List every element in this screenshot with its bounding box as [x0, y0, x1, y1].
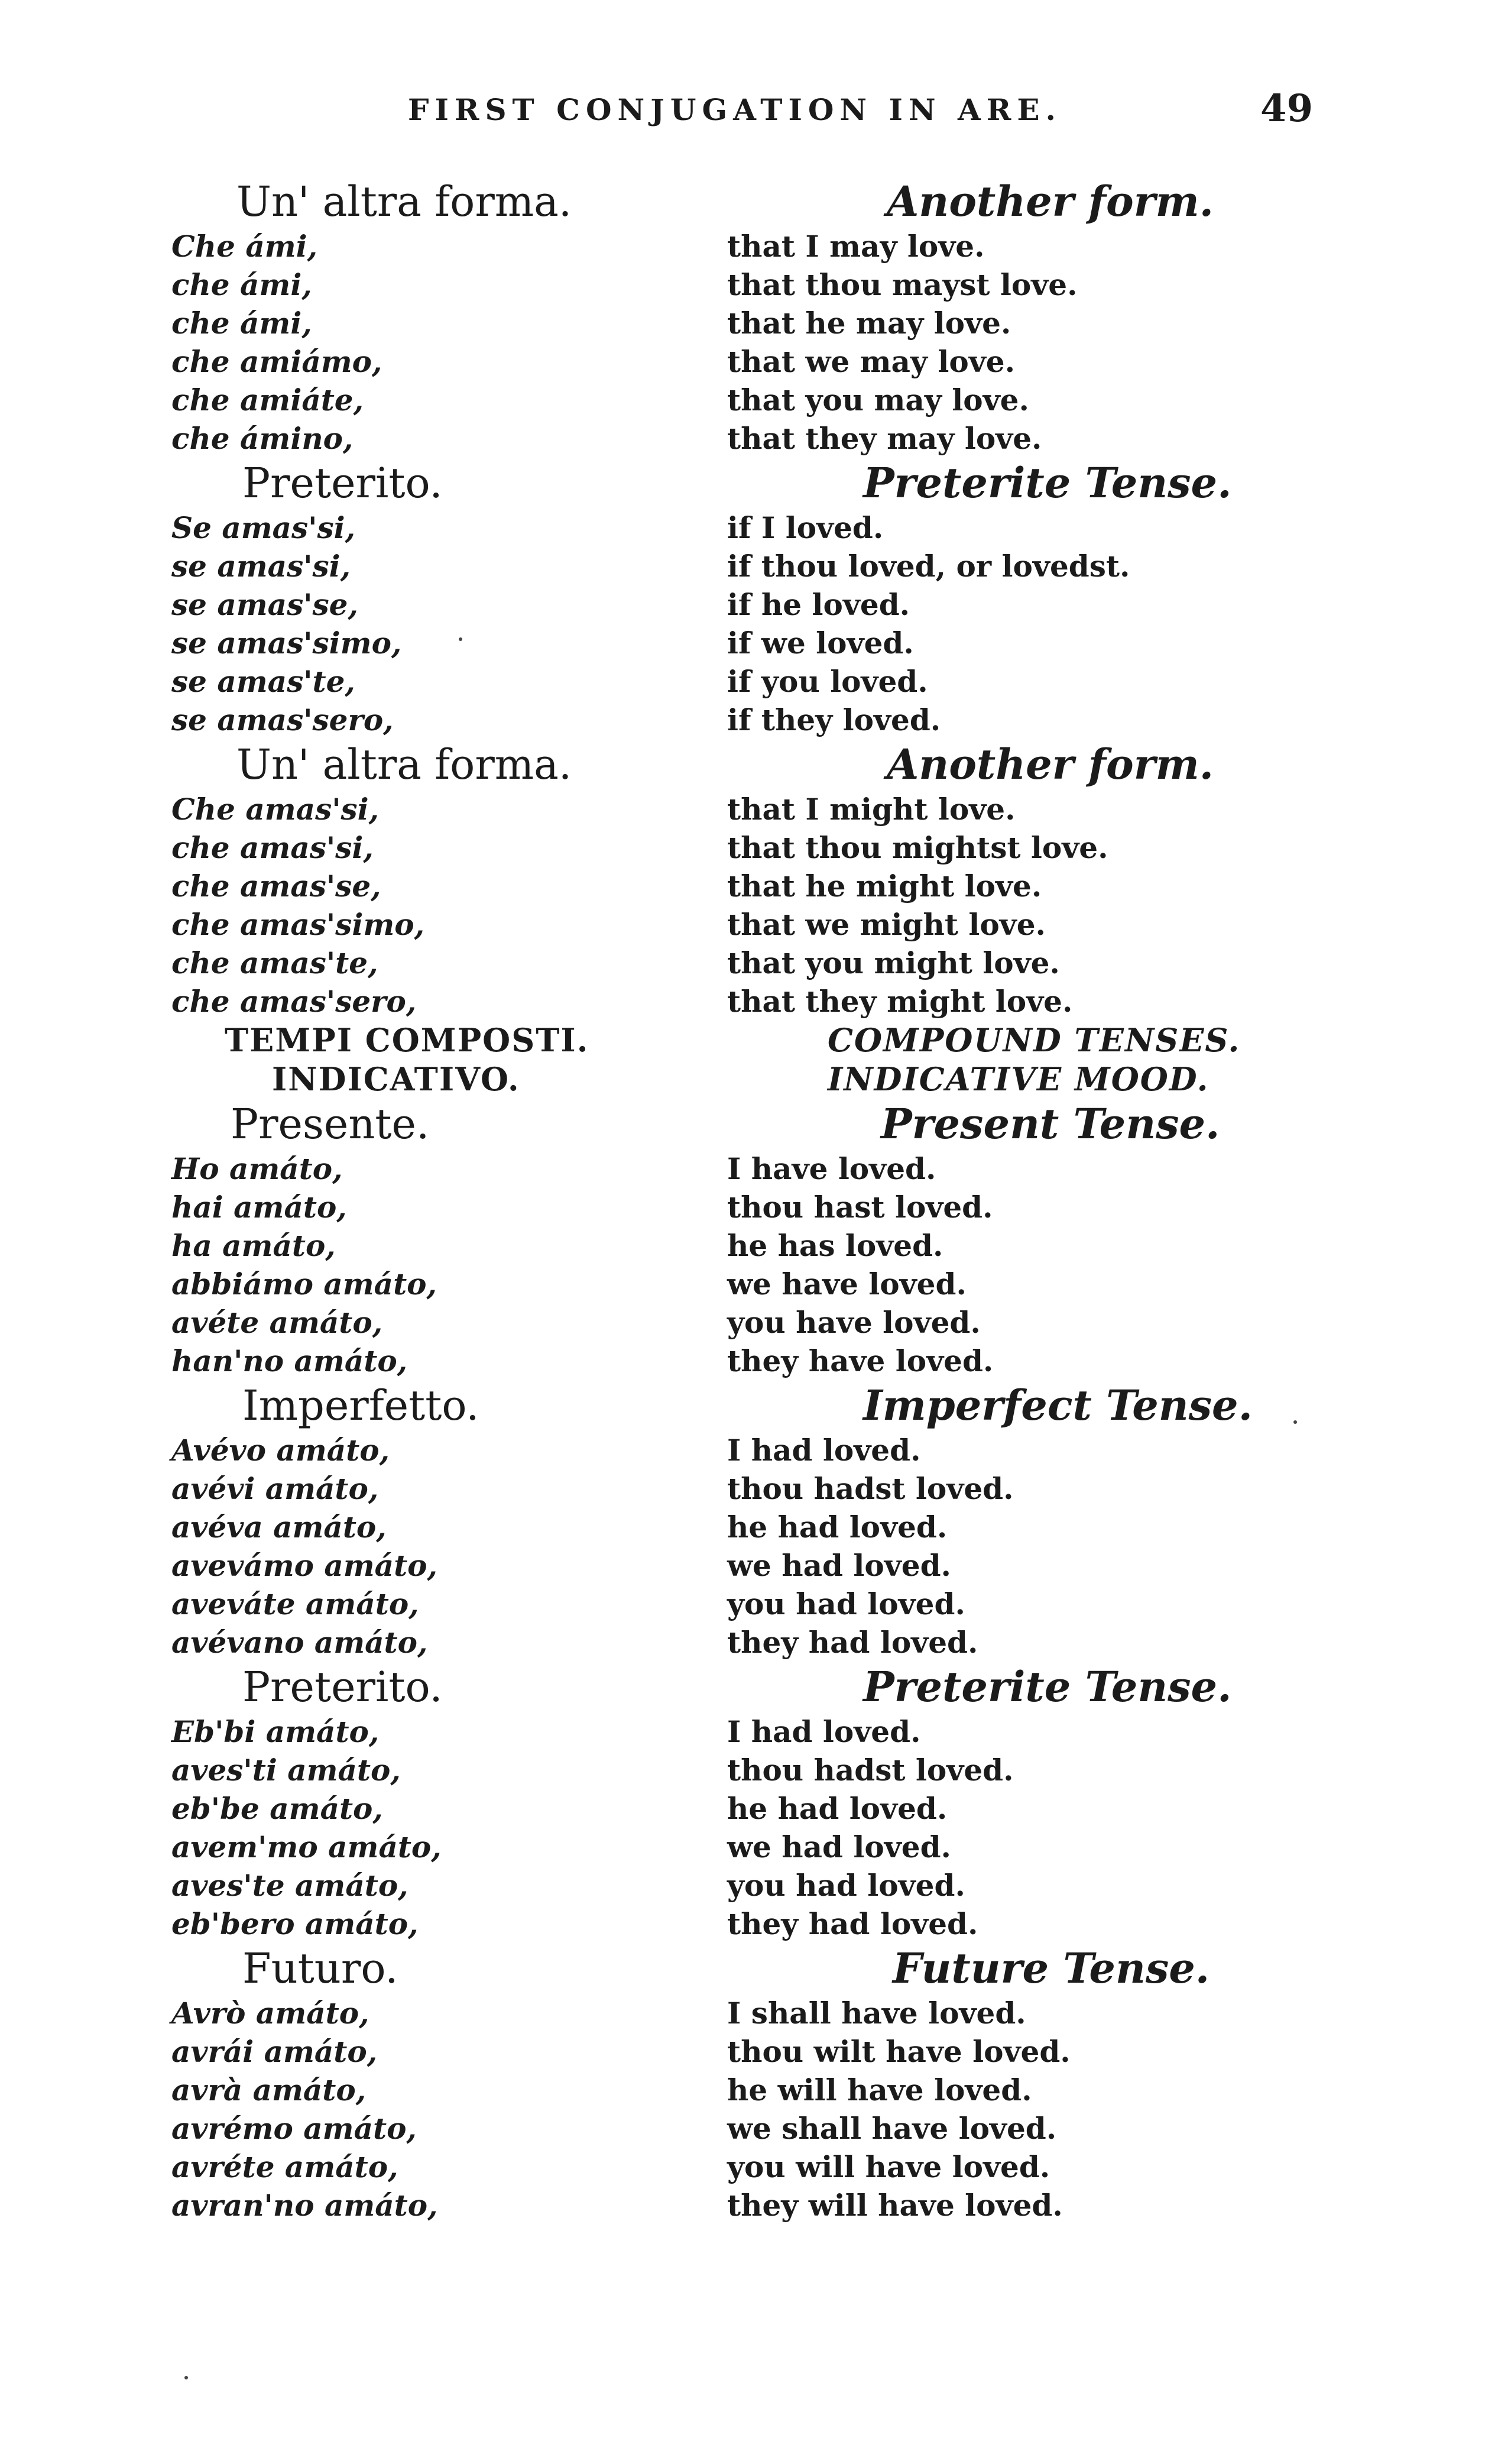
italian-verb-form: avrà amáto,: [171, 2073, 367, 2107]
italian-verb-form: eb'be amáto,: [171, 1791, 383, 1826]
english-verb-form: we have loved.: [727, 1267, 967, 1301]
tense-heading: Imperfect Tense.: [863, 1381, 1253, 1430]
english-section: [727, 1943, 1318, 2225]
italian-section: [171, 176, 703, 458]
italian-verb-form: che amas'si,: [171, 830, 374, 865]
tense-heading: Un' altra forma.: [236, 177, 572, 226]
italian-verb-form: che ámi,: [171, 267, 312, 302]
italian-verb-form: Avévo amáto,: [171, 1433, 390, 1468]
italian-verb-form: avéva amáto,: [171, 1510, 387, 1545]
english-verb-form: you have loved.: [727, 1305, 981, 1340]
print-speck: [184, 2376, 188, 2379]
english-verb-form: thou hadst loved.: [727, 1753, 1014, 1788]
italian-verb-form: avévi amáto,: [171, 1471, 379, 1506]
italian-verb-form: che amas'simo,: [171, 907, 424, 942]
english-verb-form: they have loved.: [727, 1343, 994, 1378]
italian-verb-form: ha amáto,: [171, 1228, 336, 1263]
english-section: [727, 458, 1318, 739]
english-verb-form: that I might love.: [727, 792, 1016, 827]
english-verb-form: that you may love.: [727, 383, 1029, 417]
tense-group-heading: TEMPI COMPOSTI.: [225, 1021, 589, 1059]
english-section: [727, 1380, 1318, 1662]
tense-heading: Imperfetto.: [242, 1381, 479, 1430]
tense-heading: Preterite Tense.: [863, 458, 1232, 507]
italian-verb-form: avéte amáto,: [171, 1305, 383, 1340]
english-verb-form: that thou mayst love.: [727, 267, 1078, 302]
italian-verb-form: Se amas'si,: [171, 510, 356, 545]
english-verb-form: they will have loved.: [727, 2188, 1063, 2223]
tense-heading: Another form.: [887, 740, 1214, 789]
english-verb-form: he has loved.: [727, 1228, 943, 1263]
english-verb-form: if you loved.: [727, 664, 928, 699]
english-verb-form: if he loved.: [727, 587, 910, 622]
english-verb-form: you had loved.: [727, 1868, 965, 1903]
english-section: [727, 176, 1318, 458]
english-verb-form: we had loved.: [727, 1548, 951, 1583]
tense-heading: Future Tense.: [893, 1944, 1210, 1993]
print-speck: [459, 637, 462, 641]
italian-verb-form: se amas'te,: [171, 664, 355, 699]
page-number: 49: [1260, 86, 1314, 131]
english-section: [727, 1021, 1318, 1380]
italian-section: [171, 1021, 703, 1380]
tense-heading: Preterito.: [242, 459, 443, 507]
english-section: [727, 1662, 1318, 1943]
italian-verb-form: che amas'se,: [171, 869, 381, 904]
english-verb-form: I had loved.: [727, 1433, 921, 1468]
english-verb-form: that they may love.: [727, 421, 1042, 456]
running-head-title: FIRST CONJUGATION IN ARE.: [408, 92, 1062, 127]
english-verb-form: if thou loved, or lovedst.: [727, 549, 1130, 584]
italian-verb-form: aves'te amáto,: [171, 1868, 408, 1903]
english-verb-form: that they might love.: [727, 984, 1073, 1019]
italian-section: [171, 1380, 703, 1662]
tense-heading: Preterito.: [242, 1663, 443, 1711]
italian-section: [171, 1662, 703, 1943]
tense-heading: Presente.: [231, 1100, 430, 1148]
italian-verb-form: avévano amáto,: [171, 1625, 428, 1660]
italian-verb-form: Ho amáto,: [171, 1151, 343, 1186]
tense-group-heading: INDICATIVE MOOD.: [828, 1060, 1210, 1098]
english-verb-form: you will have loved.: [727, 2149, 1050, 2184]
italian-verb-form: se amas'se,: [171, 587, 358, 622]
italian-section: [171, 1943, 703, 2225]
english-verb-form: that I may love.: [727, 229, 985, 264]
english-verb-form: he had loved.: [727, 1791, 948, 1826]
english-verb-form: if I loved.: [727, 510, 884, 545]
italian-verb-form: han'no amáto,: [171, 1343, 408, 1378]
english-verb-form: if we loved.: [727, 626, 914, 660]
english-verb-form: he had loved.: [727, 1510, 948, 1545]
italian-verb-form: avevámo amáto,: [171, 1548, 437, 1583]
tense-heading: Futuro.: [242, 1944, 398, 1993]
english-verb-form: that he may love.: [727, 306, 1011, 341]
english-column: [727, 176, 1318, 2225]
english-verb-form: that we may love.: [727, 344, 1015, 379]
tense-heading: Another form.: [887, 177, 1214, 226]
italian-verb-form: abbiámo amáto,: [171, 1267, 437, 1301]
english-verb-form: that he might love.: [727, 869, 1042, 904]
italian-verb-form: che amas'te,: [171, 946, 378, 980]
italian-verb-form: Avrò amáto,: [171, 1996, 369, 2031]
italian-verb-form: avran'no amáto,: [171, 2188, 438, 2223]
italian-verb-form: hai amáto,: [171, 1190, 347, 1225]
italian-verb-form: che ámino,: [171, 421, 354, 456]
italian-verb-form: Che amas'si,: [171, 792, 380, 827]
english-verb-form: they had loved.: [727, 1625, 978, 1660]
italian-verb-form: se amas'sero,: [171, 702, 394, 737]
italian-verb-form: se amas'simo,: [171, 626, 402, 660]
italian-verb-form: avrémo amáto,: [171, 2111, 417, 2146]
italian-verb-form: eb'bero amáto,: [171, 1906, 419, 1941]
tense-heading: Preterite Tense.: [863, 1662, 1232, 1711]
english-verb-form: I had loved.: [727, 1714, 921, 1749]
italian-verb-form: che amiámo,: [171, 344, 382, 379]
english-verb-form: we shall have loved.: [727, 2111, 1057, 2146]
italian-verb-form: avrái amáto,: [171, 2034, 378, 2069]
italian-verb-form: Che ámi,: [171, 229, 318, 264]
italian-verb-form: avréte amáto,: [171, 2149, 398, 2184]
italian-section: [171, 739, 703, 1021]
tense-heading: Present Tense.: [881, 1099, 1220, 1148]
english-verb-form: that we might love.: [727, 907, 1046, 942]
english-verb-form: thou hast loved.: [727, 1190, 993, 1225]
italian-verb-form: Eb'bi amáto,: [171, 1714, 380, 1749]
running-head: [0, 86, 1498, 134]
tense-heading: Un' altra forma.: [236, 740, 572, 789]
italian-verb-form: che amiáte,: [171, 383, 364, 417]
print-speck: [1293, 1420, 1297, 1424]
english-verb-form: you had loved.: [727, 1586, 965, 1621]
english-verb-form: that you might love.: [727, 946, 1060, 980]
italian-verb-form: aveváte amáto,: [171, 1586, 419, 1621]
english-verb-form: thou wilt have loved.: [727, 2034, 1071, 2069]
english-verb-form: that thou mightst love.: [727, 830, 1108, 865]
english-verb-form: thou hadst loved.: [727, 1471, 1014, 1506]
english-verb-form: I have loved.: [727, 1151, 936, 1186]
italian-column: [171, 176, 703, 2225]
english-verb-form: he will have loved.: [727, 2073, 1032, 2107]
tense-group-heading: INDICATIVO.: [272, 1060, 520, 1098]
italian-verb-form: che ámi,: [171, 306, 312, 341]
italian-verb-form: se amas'si,: [171, 549, 351, 584]
italian-verb-form: avem'mo amáto,: [171, 1830, 442, 1864]
italian-verb-form: aves'ti amáto,: [171, 1753, 401, 1788]
italian-verb-form: che amas'sero,: [171, 984, 417, 1019]
tense-group-heading: COMPOUND TENSES.: [828, 1021, 1241, 1059]
italian-section: [171, 458, 703, 739]
english-verb-form: they had loved.: [727, 1906, 978, 1941]
english-verb-form: I shall have loved.: [727, 1996, 1026, 2031]
english-verb-form: if they loved.: [727, 702, 941, 737]
english-verb-form: we had loved.: [727, 1830, 951, 1864]
english-section: [727, 739, 1318, 1021]
